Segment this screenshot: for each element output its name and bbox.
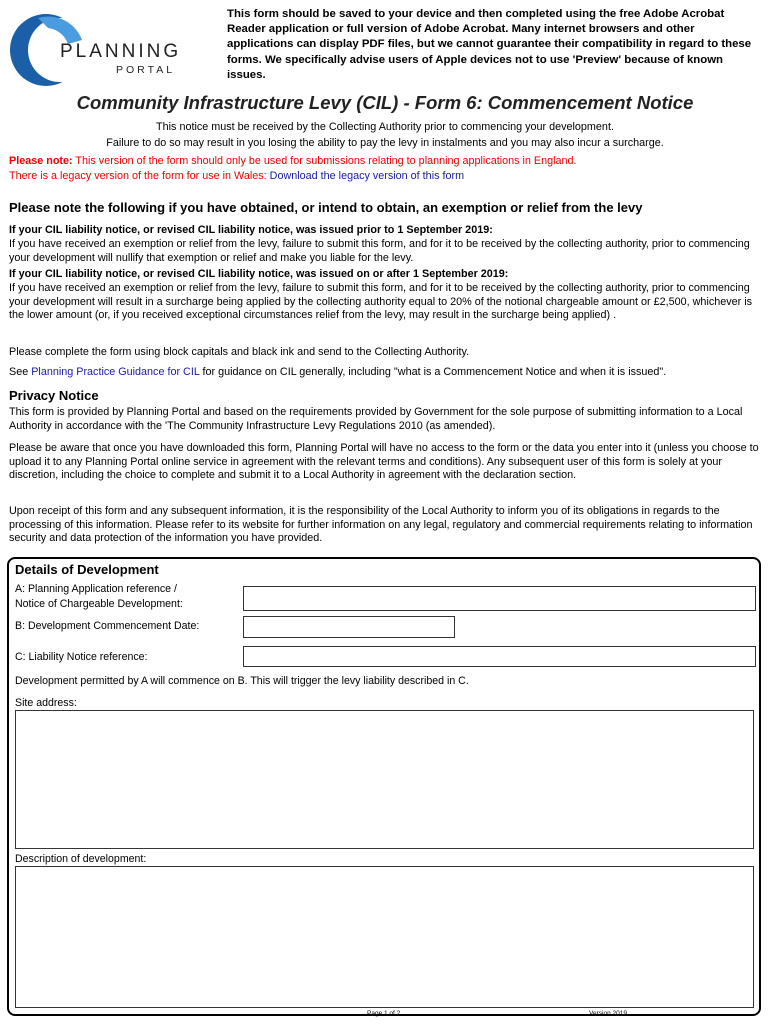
planning-portal-logo	[8, 10, 198, 90]
instructions-see	[9, 366, 761, 380]
version-label: Version 2019	[589, 1010, 627, 1017]
label-c: C: Liability Notice reference:	[15, 651, 148, 663]
liability-notice-input[interactable]	[243, 646, 756, 667]
details-heading: Details of Development	[15, 562, 159, 577]
exemption-sub-2: If your CIL liability notice, or revised CIL liability notice, was issued on or after 1 September 2019:	[9, 268, 509, 280]
privacy-paragraph-3: Upon receipt of this form and any subsequent information, it is the responsibility of the Local Authority to inform you of its obligations in regards to the processing of this information. Please refer to its website for further information on any legal, regulatory and commercial requirements relating to information security and data protection of the information you have provided.	[9, 505, 753, 545]
compatibility-banner: This form should be saved to your device and then completed using the free Adobe Acrobat Reader application or full version of Adobe Acrobat. Many internet browsers and other applications can display PDF files, but we cannot guarantee their compatibility in regard to these forms. We specifically advise users of Apple devices not to use 'Preview' because of known issues.	[227, 8, 752, 81]
exemption-heading: Please note the following if you have obtained, or intend to obtain, an exemption or relief from the levy	[9, 200, 643, 215]
site-address-label: Site address:	[15, 697, 77, 709]
note-label: Please note:	[9, 155, 73, 167]
label-b: B: Development Commencement Date:	[15, 620, 200, 632]
label-a-line1: A: Planning Application reference /	[15, 583, 177, 595]
guidance-link[interactable]: Planning Practice Guidance for CIL	[31, 366, 200, 378]
privacy-paragraph-1: This form is provided by Planning Portal and based on the requirements provided by Government for the sole purpose of submitting information to a Local Authority in accordance with the 'The Community Infrastructure Levy Regulations 2010 (as amended).	[9, 406, 743, 432]
guidance-rest: for guidance on CIL generally, including "what is a Commencement Notice and when it is issued".	[199, 366, 667, 378]
intro-line-2: Failure to do so may result in you losing the ability to pay the levy in instalments and you may also incur a surcharge.	[106, 137, 664, 149]
commence-statement: Development permitted by A will commence on B. This will trigger the levy liability described in C.	[15, 675, 469, 687]
description-input[interactable]	[15, 866, 754, 1008]
description-label: Description of development:	[15, 853, 147, 865]
note-wales	[9, 170, 464, 184]
exemption-sub-1: If your CIL liability notice, or revised CIL liability notice, was issued prior to 1 September 2019:	[9, 224, 493, 236]
page-number: Page 1 of 2	[367, 1010, 401, 1017]
site-address-input[interactable]	[15, 710, 754, 849]
logo-text-planning: PLANNING	[60, 41, 182, 62]
label-a-line2: Notice of Chargeable Development:	[15, 598, 183, 610]
see-text: See	[9, 366, 32, 378]
privacy-heading: Privacy Notice	[9, 388, 99, 403]
intro-line-1: This notice must be received by the Collecting Authority prior to commencing your development.	[156, 121, 614, 133]
planning-reference-input[interactable]	[243, 586, 756, 611]
exemption-text-2: If you have received an exemption or relief from the levy, failure to submit this form, and for it to be received by the collecting authority, prior to commencing your development will result in a surcharge being applied by the collecting authority equal to 20% of the notional chargeable amount or £2,500, whichever is the lower amount (or, if you received exceptional circumstances relief from the levy, may result in the surcharge being applied) .	[9, 282, 753, 322]
page-title: Community Infrastructure Levy (CIL) - Form 6: Commencement Notice	[76, 92, 694, 113]
exemption-text-1: If you have received an exemption or relief from the levy, failure to submit this form, and for it to be received by the collecting authority, prior to commencing your development will nullify that exemption or relief and make you liable for the levy.	[9, 238, 750, 264]
note-text: This version of the form should only be used for submissions relating to planning applications in England.	[72, 155, 577, 167]
logo-text-portal: PORTAL	[116, 64, 176, 76]
details-section	[7, 557, 761, 1016]
privacy-paragraph-2: Please be aware that once you have downloaded this form, Planning Portal will have no access to the form or the data you enter into it (unless you choose to upload it to any Planning Portal online service in agreement with the relevant terms and conditions). Any subsequent user of this form is solely at your discretion, including the choice to complete and submit it to a Local Authority in agreement with the declaration section.	[9, 442, 759, 482]
note-england	[9, 155, 577, 169]
legacy-text: There is a legacy version of the form for use in Wales:	[9, 170, 270, 182]
instructions-complete: Please complete the form using block capitals and black ink and send to the Collecting Authority.	[9, 346, 470, 358]
commencement-date-input[interactable]	[243, 616, 455, 638]
legacy-form-link[interactable]: Download the legacy version of this form	[269, 170, 465, 182]
